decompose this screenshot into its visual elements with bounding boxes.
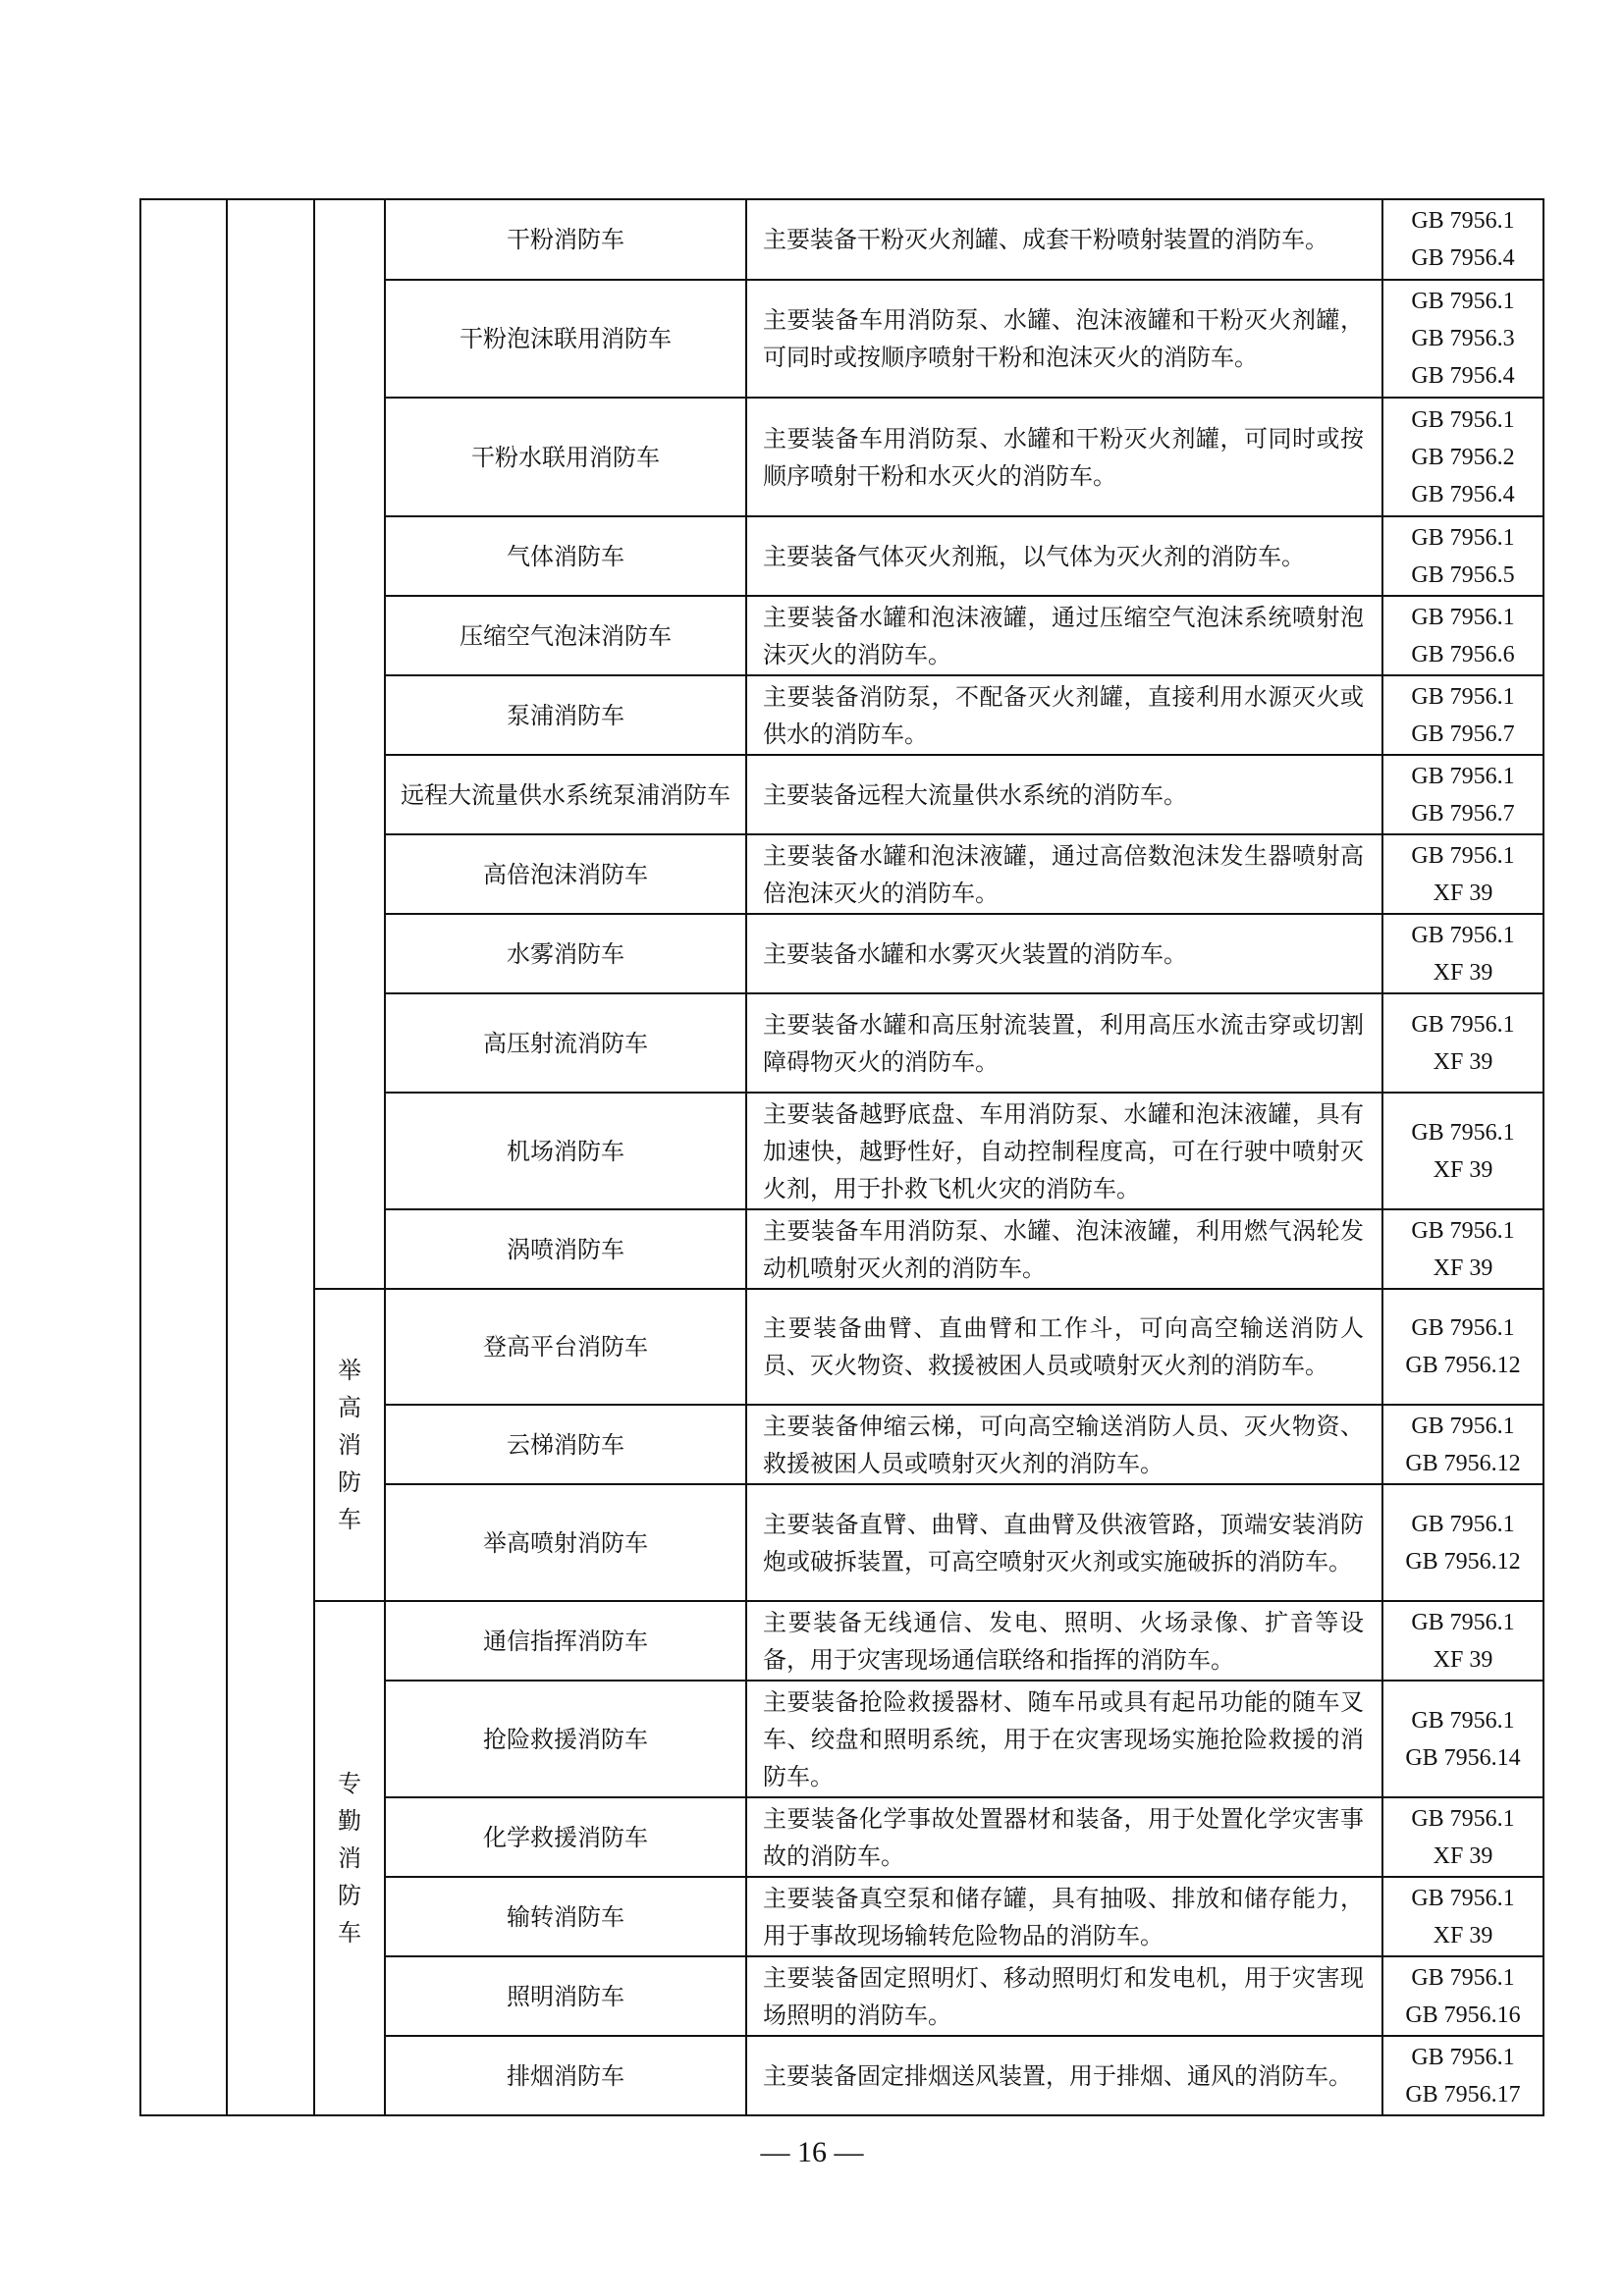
standard-code: GB 7956.17 (1405, 2081, 1521, 2108)
vehicle-description: 主要装备固定排烟送风装置，用于排烟、通风的消防车。 (746, 2036, 1382, 2115)
standard-code: XF 39 (1433, 1156, 1493, 1183)
vehicle-name: 排烟消防车 (385, 2036, 746, 2115)
standard-code: GB 7956.7 (1411, 721, 1515, 747)
standards-cell (1382, 755, 1543, 834)
standard-code: GB 7956.1 (1411, 842, 1515, 869)
standard-code: GB 7956.12 (1405, 1548, 1521, 1575)
vehicle-description: 主要装备消防泵，不配备灭火剂罐，直接利用水源灭火或供水的消防车。 (746, 675, 1382, 755)
standard-code: GB 7956.1 (1411, 2044, 1515, 2070)
category-label: 举 高 消 防 车 (338, 1357, 361, 1533)
empty-column-1 (140, 199, 227, 2115)
standards-cell (1382, 1956, 1543, 2036)
vehicle-spec-table (139, 198, 1544, 2116)
vehicle-description: 主要装备固定照明灯、移动照明灯和发电机，用于灾害现场照明的消防车。 (746, 1956, 1382, 2036)
standard-code: GB 7956.1 (1411, 604, 1515, 630)
standard-code: GB 7956.1 (1411, 406, 1515, 433)
standard-code: GB 7956.1 (1411, 1511, 1515, 1537)
vehicle-description: 主要装备无线通信、发电、照明、火场录像、扩音等设备，用于灾害现场通信联络和指挥的消防车。 (746, 1601, 1382, 1681)
standard-code: GB 7956.1 (1411, 208, 1515, 234)
table-row (140, 1289, 1543, 1405)
standard-code: GB 7956.1 (1411, 289, 1515, 314)
standards-cell (1382, 596, 1543, 675)
standards-cell (1382, 398, 1543, 516)
category-cell (314, 1289, 385, 1601)
vehicle-description: 主要装备伸缩云梯，可向高空输送消防人员、灭火物资、救援被困人员或喷射灭火剂的消防车。 (746, 1405, 1382, 1484)
standards-cell (1382, 1601, 1543, 1681)
vehicle-description: 主要装备抢险救援器材、随车吊或具有起吊功能的随车叉车、绞盘和照明系统，用于在灾害现场实施抢险救援的消防车。 (746, 1681, 1382, 1797)
vehicle-name: 输转消防车 (385, 1877, 746, 1956)
standard-code: GB 7956.1 (1411, 1609, 1515, 1635)
standard-code: GB 7956.6 (1411, 641, 1515, 667)
vehicle-description: 主要装备车用消防泵、水罐、泡沫液罐和干粉灭火剂罐，可同时或按顺序喷射干粉和泡沫灭火的消防车。 (746, 280, 1382, 398)
standards-cell (1382, 1289, 1543, 1405)
vehicle-description: 主要装备水罐和泡沫液罐，通过高倍数泡沫发生器喷射高倍泡沫灭火的消防车。 (746, 834, 1382, 914)
standards-cell (1382, 280, 1543, 398)
standards-cell (1382, 1681, 1543, 1797)
vehicle-name: 机场消防车 (385, 1093, 746, 1209)
vehicle-description: 主要装备化学事故处置器材和装备，用于处置化学灾害事故的消防车。 (746, 1797, 1382, 1877)
empty-column-2 (227, 199, 314, 2115)
vehicle-name: 水雾消防车 (385, 914, 746, 993)
vehicle-name: 举高喷射消防车 (385, 1484, 746, 1601)
standards-cell (1382, 1093, 1543, 1209)
vehicle-description: 主要装备水罐和水雾灭火装置的消防车。 (746, 914, 1382, 993)
vehicle-description: 主要装备真空泵和储存罐，具有抽吸、排放和储存能力，用于事故现场输转危险物品的消防车。 (746, 1877, 1382, 1956)
standard-code: GB 7956.1 (1411, 1217, 1515, 1244)
standard-code: GB 7956.12 (1405, 1450, 1521, 1476)
vehicle-description: 主要装备直臂、曲臂、直曲臂及供液管路，顶端安装消防炮或破拆装置，可高空喷射灭火剂或实施破拆的消防车。 (746, 1484, 1382, 1601)
vehicle-name: 通信指挥消防车 (385, 1601, 746, 1681)
vehicle-description: 主要装备气体灭火剂瓶，以气体为灭火剂的消防车。 (746, 516, 1382, 596)
vehicle-name: 干粉泡沫联用消防车 (385, 280, 746, 398)
standards-cell (1382, 675, 1543, 755)
vehicle-description: 主要装备车用消防泵、水罐和干粉灭火剂罐，可同时或按顺序喷射干粉和水灭火的消防车。 (746, 398, 1382, 516)
standard-code: XF 39 (1433, 1255, 1493, 1281)
category-cell (314, 1601, 385, 2115)
vehicle-name: 涡喷消防车 (385, 1209, 746, 1289)
standard-code: GB 7956.3 (1411, 326, 1515, 351)
standards-cell (1382, 1877, 1543, 1956)
standard-code: GB 7956.12 (1405, 1353, 1521, 1378)
standard-code: GB 7956.2 (1411, 444, 1515, 470)
standard-code: GB 7956.4 (1411, 481, 1515, 507)
standards-cell (1382, 914, 1543, 993)
standard-code: GB 7956.1 (1411, 1119, 1515, 1146)
standard-code: GB 7956.1 (1411, 1315, 1515, 1341)
standard-code: GB 7956.1 (1411, 922, 1515, 948)
standard-code: XF 39 (1433, 1646, 1493, 1673)
standards-cell (1382, 1797, 1543, 1877)
vehicle-description: 主要装备水罐和高压射流装置，利用高压水流击穿或切割障碍物灭火的消防车。 (746, 993, 1382, 1093)
page-number: — 16 — (760, 2136, 864, 2168)
vehicle-name: 云梯消防车 (385, 1405, 746, 1484)
standard-code: XF 39 (1433, 1842, 1493, 1869)
vehicle-name: 远程大流量供水系统泵浦消防车 (385, 755, 746, 834)
standard-code: XF 39 (1433, 959, 1493, 986)
vehicle-name: 气体消防车 (385, 516, 746, 596)
table-row (140, 199, 1543, 280)
category-label: 专 勤 消 防 车 (338, 1770, 361, 1947)
standard-code: XF 39 (1433, 1922, 1493, 1949)
standards-cell (1382, 1209, 1543, 1289)
standards-cell (1382, 516, 1543, 596)
category-cell (314, 199, 385, 1289)
vehicle-name: 化学救援消防车 (385, 1797, 746, 1877)
standard-code: GB 7956.4 (1411, 245, 1515, 271)
standard-code: GB 7956.1 (1411, 1413, 1515, 1439)
standard-code: GB 7956.1 (1411, 763, 1515, 789)
vehicle-description: 主要装备车用消防泵、水罐、泡沫液罐，利用燃气涡轮发动机喷射灭火剂的消防车。 (746, 1209, 1382, 1289)
standard-code: XF 39 (1433, 1048, 1493, 1075)
vehicle-name: 登高平台消防车 (385, 1289, 746, 1405)
standard-code: GB 7956.1 (1411, 1885, 1515, 1911)
vehicle-name: 泵浦消防车 (385, 675, 746, 755)
standards-cell (1382, 1405, 1543, 1484)
vehicle-description: 主要装备曲臂、直曲臂和工作斗，可向高空输送消防人员、灭火物资、救援被困人员或喷射灭火剂的消防车。 (746, 1289, 1382, 1405)
vehicle-name: 高倍泡沫消防车 (385, 834, 746, 914)
vehicle-description: 主要装备水罐和泡沫液罐，通过压缩空气泡沫系统喷射泡沫灭火的消防车。 (746, 596, 1382, 675)
standards-cell (1382, 1484, 1543, 1601)
vehicle-description: 主要装备越野底盘、车用消防泵、水罐和泡沫液罐，具有加速快，越野性好，自动控制程度高，可在行驶中喷射灭火剂，用于扑救飞机火灾的消防车。 (746, 1093, 1382, 1209)
standard-code: GB 7956.1 (1411, 524, 1515, 551)
vehicle-name: 压缩空气泡沫消防车 (385, 596, 746, 675)
standard-code: GB 7956.7 (1411, 800, 1515, 827)
standards-cell (1382, 993, 1543, 1093)
standard-code: XF 39 (1433, 880, 1493, 906)
vehicle-description: 主要装备干粉灭火剂罐、成套干粉喷射装置的消防车。 (746, 199, 1382, 280)
vehicle-name: 高压射流消防车 (385, 993, 746, 1093)
standard-code: GB 7956.16 (1405, 2002, 1521, 2028)
standards-cell (1382, 834, 1543, 914)
vehicle-name: 干粉水联用消防车 (385, 398, 746, 516)
standard-code: GB 7956.4 (1411, 363, 1515, 389)
standard-code: GB 7956.5 (1411, 561, 1515, 588)
standard-code: GB 7956.1 (1411, 1964, 1515, 1991)
standards-cell (1382, 2036, 1543, 2115)
standards-cell (1382, 199, 1543, 280)
standard-code: GB 7956.1 (1411, 1707, 1515, 1734)
vehicle-name: 照明消防车 (385, 1956, 746, 2036)
vehicle-name: 干粉消防车 (385, 199, 746, 280)
vehicle-name: 抢险救援消防车 (385, 1681, 746, 1797)
table-body (140, 199, 1543, 2115)
table-row (140, 1601, 1543, 1681)
standard-code: GB 7956.1 (1411, 1805, 1515, 1832)
standard-code: GB 7956.14 (1405, 1744, 1521, 1771)
standard-code: GB 7956.1 (1411, 1011, 1515, 1038)
vehicle-description: 主要装备远程大流量供水系统的消防车。 (746, 755, 1382, 834)
standard-code: GB 7956.1 (1411, 683, 1515, 710)
